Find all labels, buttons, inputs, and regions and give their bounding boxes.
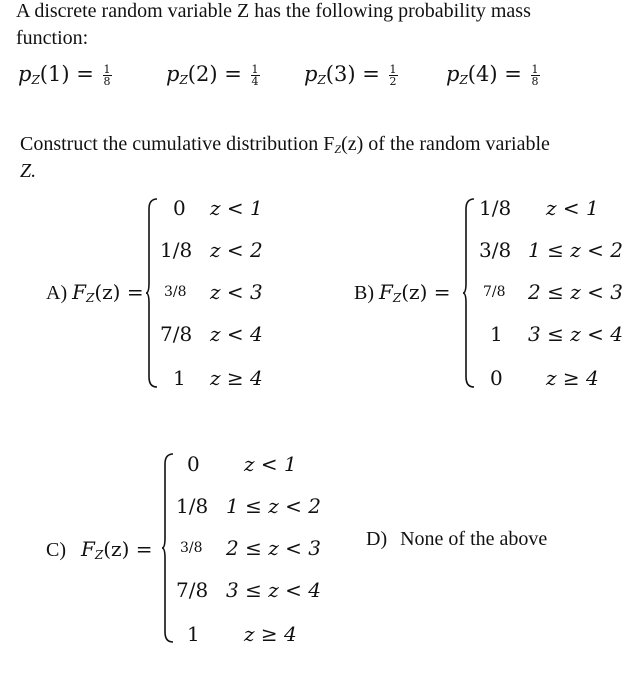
question-line-1: A discrete random variable Z has the following probability mass <box>16 0 531 22</box>
option-b-cond-3: 2 ≤ z < 3 <box>528 280 623 304</box>
option-b-value-3: 7/8 <box>483 284 506 300</box>
option-c-value-2: 1/8 <box>176 494 209 518</box>
option-b-value-5: 0 <box>490 366 503 390</box>
option-c-value-5: 1 <box>187 622 200 646</box>
option-b-value-4: 1 <box>490 322 503 346</box>
option-d-text: None of the above <box>400 528 548 550</box>
option-b-label: B) <box>354 282 374 304</box>
option-a-value-4: 7/8 <box>160 322 193 346</box>
option-b-value-1: 1/8 <box>479 196 512 220</box>
option-b-cond-5: z ≥ 4 <box>546 366 599 390</box>
pmf-3: $p_Z(3)$ = $\frac{1}{2}$ <box>304 62 397 88</box>
option-c-cond-4: 3 ≤ z < 4 <box>226 578 321 602</box>
option-c-value-4: 7/8 <box>176 578 209 602</box>
option-a-brace <box>145 197 159 389</box>
option-b-lhs[interactable]: B) FZ(z) = <box>354 280 451 305</box>
option-c-cond-5: z ≥ 4 <box>244 622 297 646</box>
option-a-cond-2: z < 2 <box>210 238 263 262</box>
option-c-value-3: 3/8 <box>180 540 203 556</box>
pmf-1: $p_Z(1)$ = $\frac{1}{8}$ <box>18 62 111 88</box>
option-b-cond-4: 3 ≤ z < 4 <box>528 322 623 346</box>
option-a-cond-4: z < 4 <box>210 322 263 346</box>
option-c-value-1: 0 <box>187 452 200 476</box>
option-c-cond-1: z < 1 <box>244 452 297 476</box>
option-c-lhs[interactable]: C) FZ(z) = <box>46 537 153 562</box>
option-a-lhs[interactable]: A) FZ(z) = <box>46 280 144 305</box>
option-a-value-3: 3/8 <box>164 284 187 300</box>
option-b-value-2: 3/8 <box>479 238 512 262</box>
pmf-2: $p_Z(2)$ = $\frac{1}{4}$ <box>166 62 259 88</box>
option-c-cond-3: 2 ≤ z < 3 <box>226 536 321 560</box>
option-b-cond-1: z < 1 <box>546 196 599 220</box>
option-c-brace <box>161 452 175 644</box>
option-a-label: A) <box>46 282 68 304</box>
option-a-cond-1: z < 1 <box>210 196 263 220</box>
option-c-label: C) <box>46 539 66 561</box>
option-d[interactable] <box>366 528 547 551</box>
option-b-brace <box>462 197 476 389</box>
option-a-cond-5: z ≥ 4 <box>210 366 263 390</box>
option-c-cond-2: 1 ≤ z < 2 <box>226 494 321 518</box>
construct-line-1: Construct the cumulative distribution FZ(z) of the random variable <box>20 133 550 156</box>
option-a-cond-3: z < 3 <box>210 280 263 304</box>
option-a-value-1: 0 <box>173 196 186 220</box>
option-d-label: D) <box>366 528 388 550</box>
pmf-4: $p_Z(4)$ = $\frac{1}{8}$ <box>446 62 539 88</box>
option-a-value-2: 1/8 <box>160 238 193 262</box>
question-line-2: function: <box>16 27 89 49</box>
option-b-cond-2: 1 ≤ z < 2 <box>528 238 623 262</box>
construct-line-2: Z. <box>20 160 37 182</box>
option-a-value-5: 1 <box>173 366 186 390</box>
